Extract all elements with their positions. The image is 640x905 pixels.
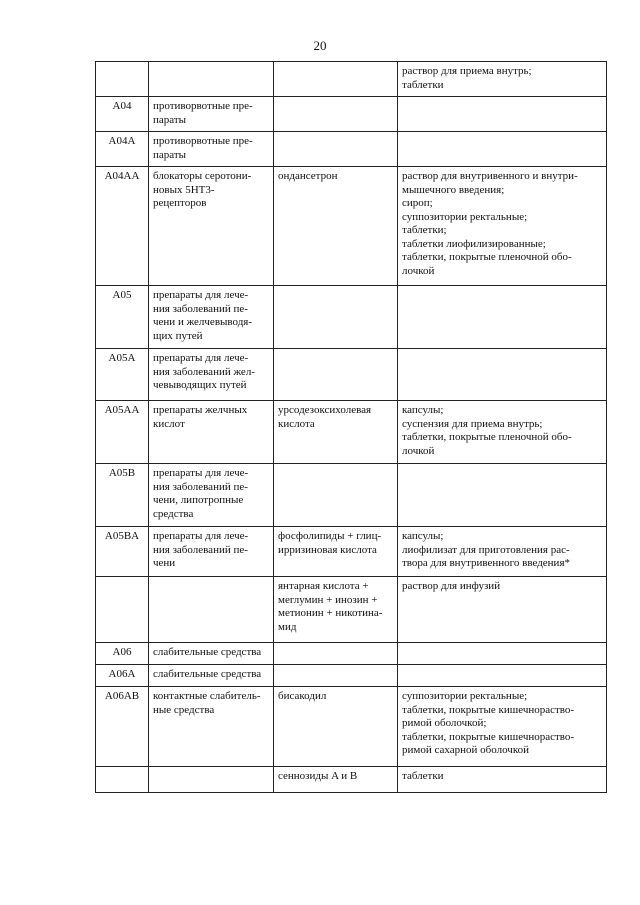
atc-code-text: A04AA bbox=[104, 170, 140, 182]
drug-table bbox=[95, 61, 607, 793]
pharmacological-group-cell bbox=[149, 643, 274, 665]
cell-text-line: раствор для приема внутрь; bbox=[402, 65, 532, 77]
active-substance-cell bbox=[274, 349, 398, 401]
active-substance-cell bbox=[274, 464, 398, 527]
active-substance-cell bbox=[274, 643, 398, 665]
table-row bbox=[96, 62, 607, 97]
atc-code-cell bbox=[96, 97, 149, 132]
cell-text-line: меглумин + инозин + bbox=[278, 593, 378, 606]
cell-text-line: янтарная кислота + bbox=[278, 580, 369, 592]
cell-text-line: твора для внутривенного введения* bbox=[402, 557, 571, 569]
dosage-forms-cell bbox=[398, 167, 607, 286]
table-row bbox=[96, 527, 607, 577]
cell-text-line: бисакодил bbox=[278, 690, 327, 702]
cell-text-line: ондансетрон bbox=[278, 170, 338, 182]
cell-text-line: таблетки, покрытые кишечнораство- bbox=[402, 703, 575, 716]
active-substance-cell bbox=[274, 687, 398, 767]
cell-text-line: лочкой bbox=[402, 264, 435, 277]
cell-text-line: урсодезоксихолевая bbox=[278, 404, 372, 416]
cell-text-line: ния заболеваний пе- bbox=[153, 302, 248, 315]
atc-code-text: A05A bbox=[108, 352, 136, 364]
table-row bbox=[96, 167, 607, 286]
pharmacological-group-cell bbox=[149, 577, 274, 643]
dosage-forms-cell bbox=[398, 401, 607, 464]
dosage-forms-cell bbox=[398, 349, 607, 401]
active-substance-cell bbox=[274, 286, 398, 349]
cell-text-line: капсулы; bbox=[402, 404, 444, 416]
cell-text-line: фосфолипиды + глиц- bbox=[278, 530, 382, 542]
cell-text-line: суспензия для приема внутрь; bbox=[402, 417, 543, 430]
atc-code-cell bbox=[96, 62, 149, 97]
cell-text-line: слабительные средства bbox=[153, 668, 262, 680]
cell-text-line: препараты желчных bbox=[153, 404, 248, 416]
cell-text-line: препараты для лече- bbox=[153, 289, 249, 301]
active-substance-cell bbox=[274, 665, 398, 687]
cell-text-line: таблетки; bbox=[402, 224, 447, 236]
atc-code-cell bbox=[96, 464, 149, 527]
cell-text-line: щих путей bbox=[153, 329, 203, 342]
cell-text-line: параты bbox=[153, 148, 187, 161]
cell-text-line: раствор для внутривенного и внутри- bbox=[402, 170, 578, 182]
pharmacological-group-cell bbox=[149, 349, 274, 401]
cell-text-line: сироп; bbox=[402, 197, 433, 209]
dosage-forms-cell bbox=[398, 687, 607, 767]
dosage-forms-cell bbox=[398, 464, 607, 527]
atc-code-text: A04A bbox=[108, 135, 136, 147]
atc-code-cell bbox=[96, 132, 149, 167]
cell-text-line: ирризиновая кислота bbox=[278, 543, 377, 556]
cell-text-line: раствор для инфузий bbox=[402, 580, 501, 592]
cell-text-line: блокаторы серотони- bbox=[153, 170, 252, 182]
atc-code-text: A04 bbox=[112, 100, 132, 112]
atc-code-text: A06 bbox=[112, 646, 132, 658]
cell-text-line: метионин + никотина- bbox=[278, 607, 383, 619]
cell-text-line: чени и желчевыводя- bbox=[153, 316, 253, 328]
table-row bbox=[96, 643, 607, 665]
cell-text-line: слабительные средства bbox=[153, 646, 262, 658]
cell-text-line: лочкой bbox=[402, 444, 435, 457]
atc-code-cell bbox=[96, 167, 149, 286]
table-row bbox=[96, 767, 607, 793]
cell-text-line: противорвотные пре- bbox=[153, 135, 253, 147]
cell-text-line: таблетки, покрытые пленочной обо- bbox=[402, 431, 572, 443]
atc-code-text: A05BA bbox=[104, 530, 140, 542]
pharmacological-group-cell bbox=[149, 167, 274, 286]
dosage-forms-cell bbox=[398, 577, 607, 643]
pharmacological-group-cell bbox=[149, 767, 274, 793]
dosage-forms-cell bbox=[398, 97, 607, 132]
page-number: 20 bbox=[313, 38, 327, 53]
table-body bbox=[96, 62, 607, 793]
cell-text-line: чени, липотропные bbox=[153, 494, 244, 506]
atc-code-cell bbox=[96, 527, 149, 577]
cell-text-line: таблетки bbox=[402, 78, 444, 91]
cell-text-line: мид bbox=[278, 620, 297, 633]
cell-text-line: противорвотные пре- bbox=[153, 100, 253, 112]
cell-text-line: ные средства bbox=[153, 703, 215, 716]
atc-code-text: A05AA bbox=[104, 404, 140, 416]
active-substance-cell bbox=[274, 132, 398, 167]
cell-text-line: рецепторов bbox=[153, 197, 207, 209]
pharmacological-group-cell bbox=[149, 687, 274, 767]
atc-code-text: A06A bbox=[108, 668, 136, 680]
atc-code-cell bbox=[96, 643, 149, 665]
atc-code-cell bbox=[96, 577, 149, 643]
table-row bbox=[96, 401, 607, 464]
table-row bbox=[96, 349, 607, 401]
atc-code-cell bbox=[96, 665, 149, 687]
cell-text-line: ния заболеваний пе- bbox=[153, 543, 248, 556]
cell-text-line: ния заболеваний жел- bbox=[153, 365, 255, 378]
dosage-forms-cell bbox=[398, 527, 607, 577]
cell-text-line: римой оболочкой; bbox=[402, 717, 487, 729]
active-substance-cell bbox=[274, 577, 398, 643]
pharmacological-group-cell bbox=[149, 97, 274, 132]
atc-code-text: A05B bbox=[108, 467, 136, 479]
pharmacological-group-cell bbox=[149, 132, 274, 167]
cell-text-line: препараты для лече- bbox=[153, 467, 249, 479]
cell-text-line: новых 5HT3- bbox=[153, 183, 215, 196]
cell-text-line: капсулы; bbox=[402, 530, 444, 542]
cell-text-line: препараты для лече- bbox=[153, 530, 249, 542]
pharmacological-group-cell bbox=[149, 527, 274, 577]
cell-text-line: мышечного введения; bbox=[402, 183, 505, 196]
active-substance-cell bbox=[274, 527, 398, 577]
pharmacological-group-cell bbox=[149, 665, 274, 687]
active-substance-cell bbox=[274, 167, 398, 286]
dosage-forms-cell bbox=[398, 767, 607, 793]
cell-text-line: таблетки bbox=[402, 770, 444, 782]
cell-text-line: чени bbox=[153, 557, 176, 569]
cell-text-line: кислот bbox=[153, 417, 185, 430]
pharmacological-group-cell bbox=[149, 62, 274, 97]
atc-code-cell bbox=[96, 687, 149, 767]
cell-text-line: таблетки, покрытые пленочной обо- bbox=[402, 251, 572, 263]
cell-text-line: препараты для лече- bbox=[153, 352, 249, 364]
atc-code-text: A05 bbox=[112, 289, 132, 301]
atc-code-cell bbox=[96, 286, 149, 349]
cell-text-line: средства bbox=[153, 507, 194, 520]
dosage-forms-cell bbox=[398, 665, 607, 687]
dosage-forms-cell bbox=[398, 132, 607, 167]
dosage-forms-cell bbox=[398, 643, 607, 665]
atc-code-cell bbox=[96, 401, 149, 464]
cell-text-line: лиофилизат для приготовления рас- bbox=[402, 543, 570, 556]
cell-text-line: кислота bbox=[278, 417, 315, 430]
cell-text-line: параты bbox=[153, 113, 187, 126]
table-row bbox=[96, 687, 607, 767]
table-row bbox=[96, 464, 607, 527]
active-substance-cell bbox=[274, 97, 398, 132]
cell-text-line: таблетки, покрытые кишечнораство- bbox=[402, 730, 575, 743]
pharmacological-group-cell bbox=[149, 401, 274, 464]
active-substance-cell bbox=[274, 767, 398, 793]
atc-code-cell bbox=[96, 767, 149, 793]
cell-text-line: чевыводящих путей bbox=[153, 379, 247, 391]
dosage-forms-cell bbox=[398, 62, 607, 97]
cell-text-line: сеннозиды A и B bbox=[278, 770, 358, 782]
cell-text-line: суппозитории ректальные; bbox=[402, 690, 528, 702]
table-row bbox=[96, 665, 607, 687]
pharmacological-group-cell bbox=[149, 286, 274, 349]
dosage-forms-cell bbox=[398, 286, 607, 349]
table-row bbox=[96, 577, 607, 643]
atc-code-cell bbox=[96, 349, 149, 401]
table-row bbox=[96, 132, 607, 167]
atc-code-text: A06AB bbox=[104, 690, 140, 702]
cell-text-line: таблетки лиофилизированные; bbox=[402, 237, 546, 250]
cell-text-line: ния заболеваний пе- bbox=[153, 480, 248, 493]
table-row bbox=[96, 97, 607, 132]
cell-text-line: римой сахарной оболочкой bbox=[402, 744, 530, 756]
cell-text-line: суппозитории ректальные; bbox=[402, 210, 528, 223]
cell-text-line: контактные слабитель- bbox=[153, 690, 261, 702]
table-row bbox=[96, 286, 607, 349]
active-substance-cell bbox=[274, 401, 398, 464]
active-substance-cell bbox=[274, 62, 398, 97]
pharmacological-group-cell bbox=[149, 464, 274, 527]
